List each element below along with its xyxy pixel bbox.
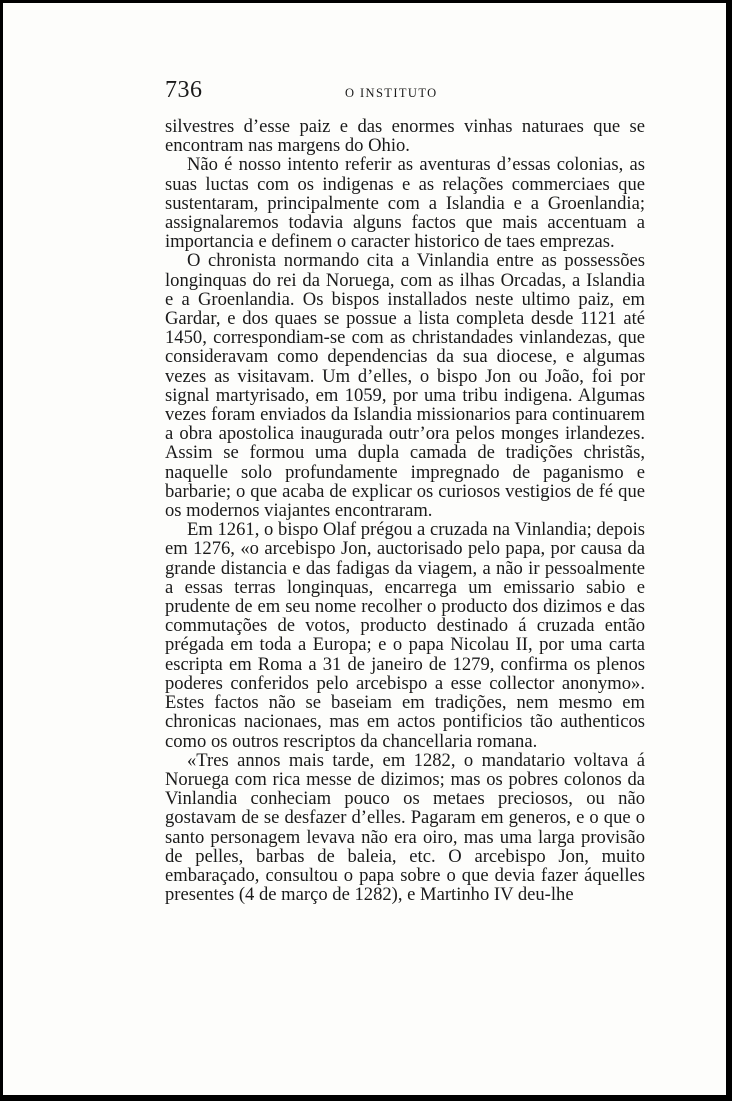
- page-number: 736: [165, 77, 203, 103]
- body-text: [165, 117, 645, 904]
- book-page: [165, 77, 645, 904]
- paragraph: O chronista normando cita a Vinlandia entre as possessões longinquas do rei da Noruega, com as ilhas Orcadas, a Islandia e a Groenlandia. Os bispos installados neste ultimo paiz, em Gardar, e dos quaes se possue a lista completa desde 1121 até 1450, correspondiam-se com as christandades vinlandezas, que consideravam como dependencias da sua diocese, e algumas vezes as visitavam. Um d’elles, o bispo Jon ou João, foi por signal martyrisado, em 1059, por uma tribu indigena. Algumas vezes foram enviados da Islandia missionarios para continuarem a obra apostolica inaugurada outr’ora pelos monges irlandezes. Assim se formou uma dupla camada de tradições christãs, naquelle solo profundamente impregnado de paganismo e barbarie; o que acaba de explicar os curiosos vestigios de fé que os modernos viajantes encontraram.: [165, 250, 645, 522]
- paragraph-continuation: silvestres d’esse paiz e das enormes vinhas naturaes que se encontram nas margens do Ohio.: [165, 116, 645, 157]
- paragraph: «Tres annos mais tarde, em 1282, o mandatario voltava á Noruega com rica messe de dizimos; mas os pobres colonos da Vinlandia conheciam pouco os metaes preciosos, ou não gostavam de se desfazer d’elles. Pagaram em generos, e o que o santo personagem levava não era oiro, mas uma larga provisão de pelles, barbas de baleia, etc. O arcebispo Jon, muito embaraçado, consultou o papa sobre o que devia fazer áquelles presentes (4 de março de 1282), e Martinho IV deu-lhe: [165, 749, 645, 906]
- paragraph: Em 1261, o bispo Olaf prégou a cruzada na Vinlandia; depois em 1276, «o arcebispo Jon, auctorisado pelo papa, por causa da grande distancia e das fadigas da viagem, a não ir pessoalmente a essas terras longinquas, encarrega um emissario sabio e prudente de em seu nome recolher o producto dos dizimos e das commutações de votos, producto destinado á cruzada então prégada em toda a Europa; e o papa Nicolau II, por uma carta escripta em Roma a 31 de janeiro de 1279, confirma os plenos poderes conferidos pelo arcebispo a esse collector anonymo». Estes factos não se baseiam em tradições, nem mesmo em chronicas nacionaes, mas em actos pontificios tão authenticos como os outros rescriptos da chancellaria romana.: [165, 519, 645, 752]
- paragraph: Não é nosso intento referir as aventuras d’essas colonias, as suas luctas com os indigenas e as relações commerciaes que sustentaram, principalmente com a Islandia e a Groenlandia; assignalaremos todavia alguns factos que mais accentuam a importancia e definem o caracter historico de taes emprezas.: [165, 154, 645, 253]
- running-title: O INSTITUTO: [345, 86, 438, 100]
- page-header: [165, 77, 645, 117]
